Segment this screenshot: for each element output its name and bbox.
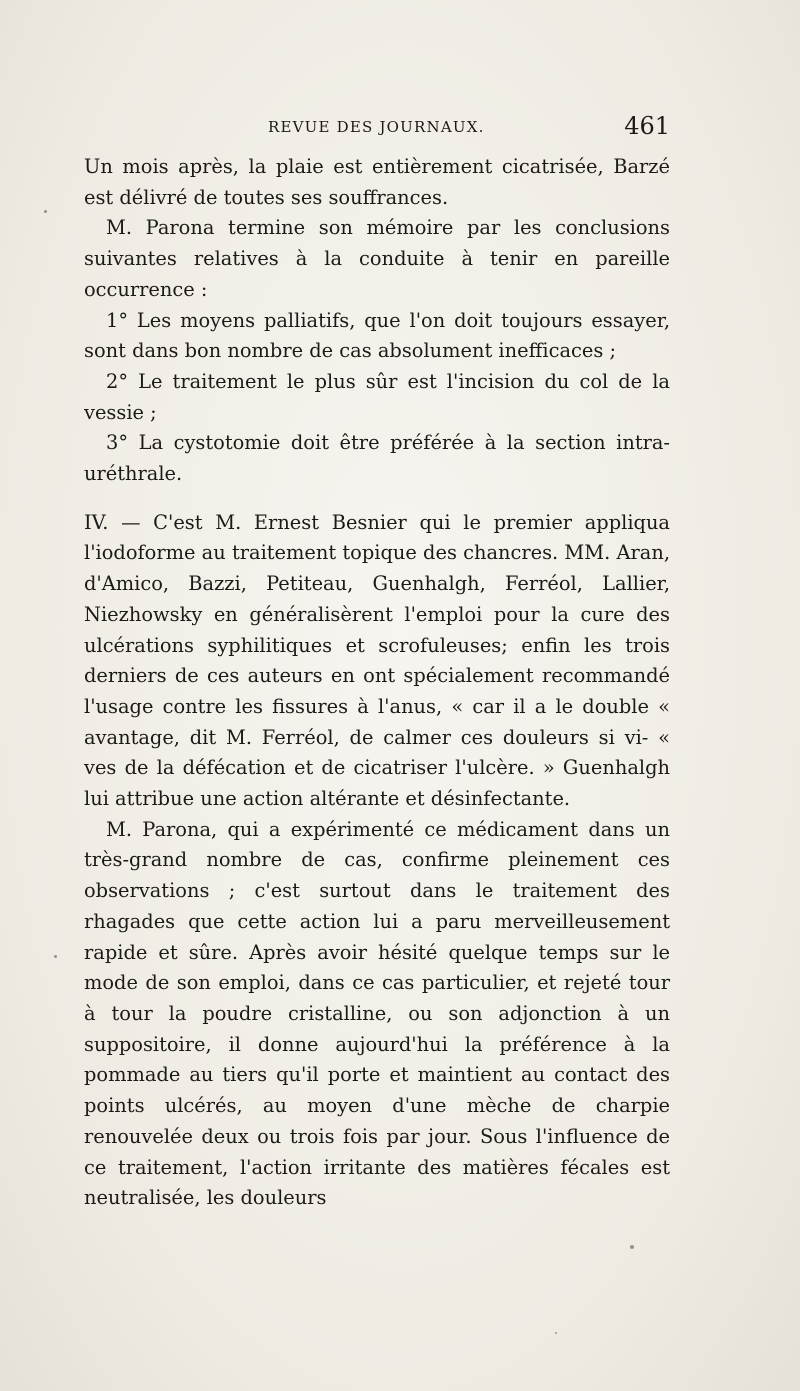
paper-speck bbox=[555, 1332, 557, 1334]
paper-speck bbox=[630, 1245, 634, 1249]
paragraph-point-1: 1° Les moyens palliatifs, que l'on doit toujours essayer, sont dans bon nombre de cas absolument inefficaces ; bbox=[84, 308, 670, 363]
paragraph-section-iv: IV. — C'est M. Ernest Besnier qui le premier appliqua l'iodoforme au traitement topique des chancres. MM. Aran, d'Amico, Bazzi, Petiteau, Guenhalgh, Ferréol, Lallier, Niezhowsky en généralisèrent l'emploi pour la cure des ulcérations syphilitiques et scrofuleuses; enfin les trois derniers de ces auteurs en ont spécialement recommandé l'usage contre les fissures à l'anus, « car il a le double « avantage, dit M. Ferréol, de calmer ces douleurs si vi- « ves de la défécation et de cicatriser l'ulcère. » Guenhalgh lui attribue une action altérante et désinfectante. bbox=[84, 510, 670, 811]
page-header bbox=[84, 112, 670, 144]
paragraph-conclusion-case: Un mois après, la plaie est entièrement cicatrisée, Barzé est délivré de toutes ses souffrances. bbox=[84, 155, 670, 209]
paragraph-parona-conclusions: M. Parona termine son mémoire par les conclusions suivantes relatives à la conduite à tenir en pareille occurrence : bbox=[84, 216, 670, 301]
paragraph-parona-experiment: M. Parona, qui a expérimenté ce médicament dans un très-grand nombre de cas, confirme pleinement ces observations ; c'est surtout dans le traitement des rhagades que cette action lui a paru merveilleusement rapide et sûre. Après avoir hésité quelque temps sur le mode de son emploi, dans ce cas particulier, et rejeté tour à tour la poudre cristalline, ou son adjonction à un suppositoire, il donne aujourd'hui la préférence à la pommade au tiers qu'il porte et maintient au contact des points ulcérés, au moyen d'une mèche de charpie renouvelée deux ou trois fois par jour. Sous l'influence de ce traitement, l'action irritante des matières fécales est neutralisée, les douleurs bbox=[84, 817, 670, 1210]
paper-speck bbox=[44, 210, 47, 213]
section-gap bbox=[84, 490, 670, 508]
paper-speck bbox=[54, 955, 57, 958]
running-title: REVUE DES JOURNAUX. bbox=[268, 118, 485, 136]
paragraph-point-2: 2° Le traitement le plus sûr est l'incision du col de la vessie ; bbox=[84, 369, 670, 424]
paragraph-point-3: 3° La cystotomie doit être préférée à la section intra-uréthrale. bbox=[84, 431, 670, 486]
page-number: 461 bbox=[624, 112, 670, 140]
body-text bbox=[84, 152, 670, 1214]
